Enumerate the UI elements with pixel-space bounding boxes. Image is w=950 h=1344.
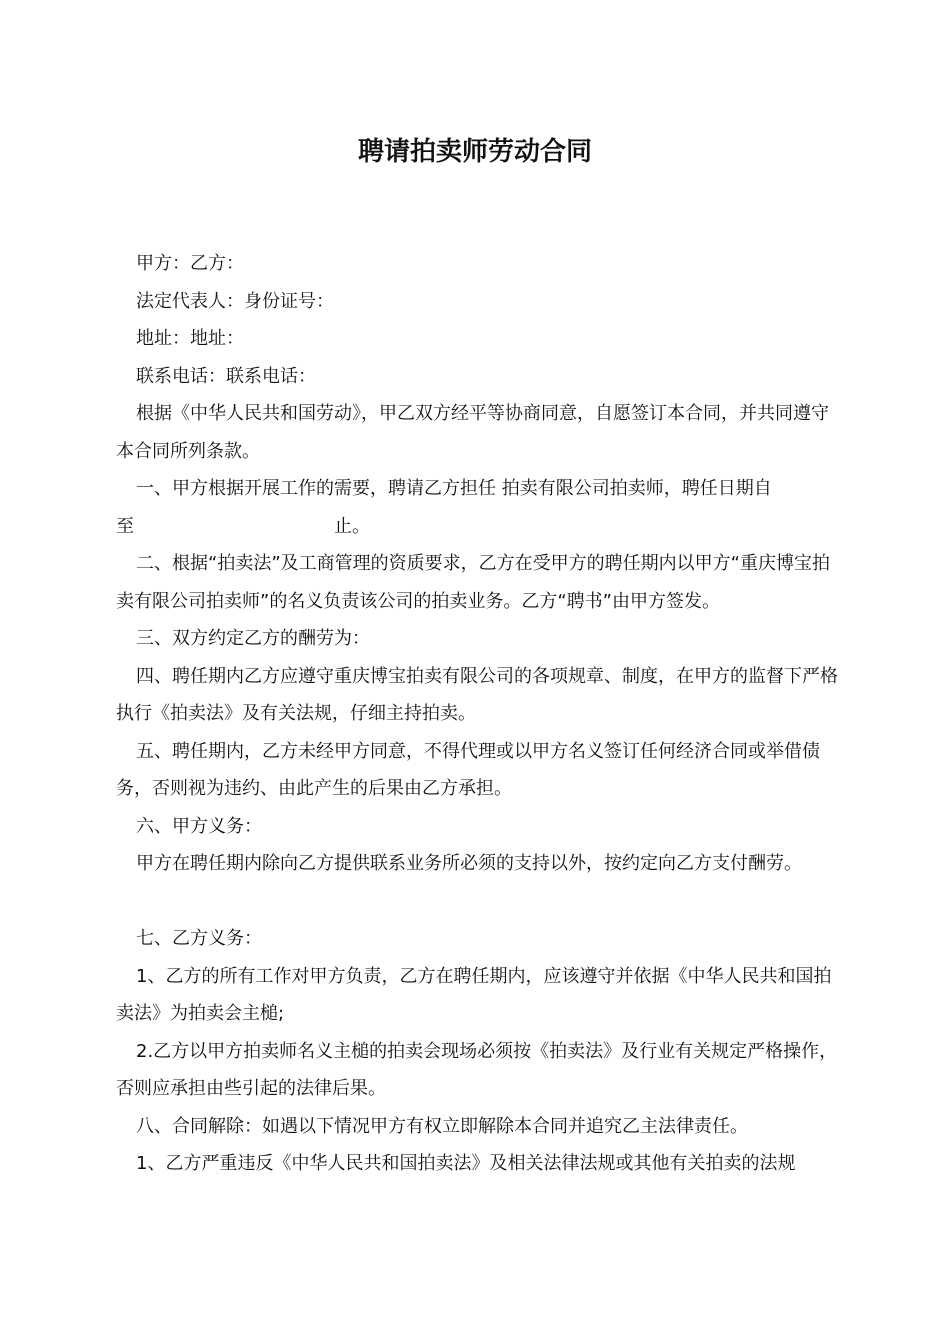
representative-line: 法定代表人：身份证号： <box>136 290 334 312</box>
clause-4-paragraph: 四、聘任期内乙方应遵守重庆博宝拍卖有限公司的各项规章、制度，在甲方的监督下严格执行《拍卖法》及有关法规，仔细主持拍卖。 <box>116 665 838 724</box>
clause-1-continuation <box>116 508 841 546</box>
clause-3-paragraph: 三、双方约定乙方的酬劳为： <box>136 628 370 649</box>
clause-2-paragraph: 二、根据“拍卖法”及工商管理的资质要求，乙方在受甲方的聘任期内以甲方“重庆博宝拍卖有限公司拍卖师”的名义负责该公司的拍卖业务。乙方“聘书”由甲方签发。 <box>116 553 830 612</box>
clause-5-paragraph: 五、聘任期内，乙方未经甲方同意，不得代理或以甲方名义签订任何经济合同或举借债务，否则视为违约、由此产生的后果由乙方承担。 <box>116 740 820 799</box>
clause-6-heading: 六、甲方义务： <box>136 815 262 837</box>
clause-8-item-1: 1、乙方严重违反《中华人民共和国拍卖法》及相关法律法规或其他有关拍卖的法规 <box>136 1153 796 1174</box>
party-line: 甲方：乙方： <box>136 253 244 274</box>
clause-1-paragraph: 一、甲方根据开展工作的需要，聘请乙方担任 拍卖有限公司拍卖师，聘任日期自 <box>136 478 772 499</box>
document-title: 聘请拍卖师劳动合同 <box>357 137 592 167</box>
clause-8-heading: 八、合同解除：如遇以下情况甲方有权立即解除本合同并追究乙主法律责任。 <box>136 1115 748 1137</box>
address-line: 地址：地址： <box>136 328 244 349</box>
blank-line <box>116 883 841 921</box>
preamble-paragraph: 根据《中华人民共和国劳动》，甲乙双方经平等协商同意，自愿签订本合同，并共同遵守本合同所列条款。 <box>116 403 829 462</box>
document-body <box>116 245 841 1183</box>
phone-line: 联系电话：联系电话： <box>136 365 316 387</box>
clause-7-item-2: 2.乙方以甲方拍卖师名义主槌的拍卖会现场必须按《拍卖法》及行业有关规定严格操作，否则应承担由些引起的法律后果。 <box>116 1040 838 1099</box>
clause-7-item-1: 1、乙方的所有工作对甲方负责，乙方在聘任期内，应该遵守并依据《中华人民共和国拍卖法》为拍卖会主槌; <box>116 965 832 1024</box>
clause-6-paragraph: 甲方在聘任期内除向乙方提供联系业务所必须的支持以外，按约定向乙方支付酬劳。 <box>136 853 802 874</box>
zhi-label: 至 <box>116 515 134 537</box>
clause-1-end: 止。 <box>334 515 370 537</box>
clause-7-heading: 七、乙方义务： <box>136 928 262 949</box>
